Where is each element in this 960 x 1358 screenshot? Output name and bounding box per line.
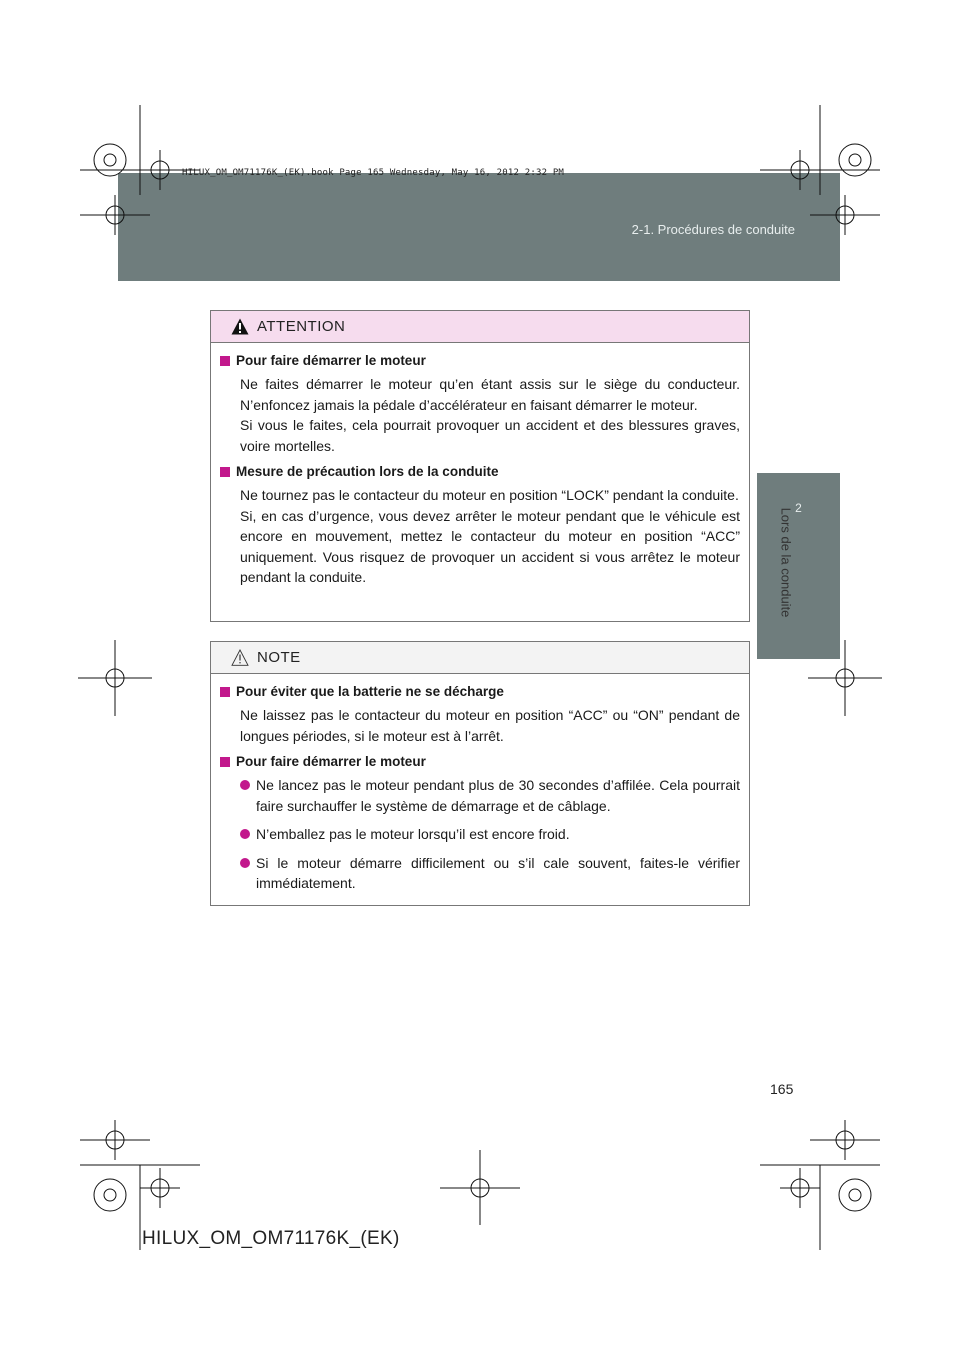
square-bullet-icon — [220, 757, 230, 767]
square-bullet-icon — [220, 687, 230, 697]
caution-outline-icon — [231, 649, 249, 666]
chapter-title: Lors de la conduite — [778, 507, 794, 618]
note-body — [211, 674, 749, 906]
book-stamp: HILUX_OM_OM71176K_(EK).book Page 165 Wednesday, May 16, 2012 2:32 PM — [182, 168, 565, 178]
attention-header — [211, 311, 749, 343]
item-title-text: Pour faire démarrer le moteur — [236, 353, 426, 368]
list-item — [240, 824, 740, 845]
item-title-text: Mesure de précaution lors de la conduite — [236, 464, 499, 479]
paragraph: Ne laissez pas le contacteur du moteur en position “ACC” ou “ON” pendant de longues périodes, si le moteur est à l’arrêt. — [240, 707, 740, 744]
attention-body — [211, 343, 749, 600]
section-title: 2-1. Procédures de conduite — [631, 222, 795, 237]
paragraph: Si, en cas d’urgence, vous devez arrêter le moteur pendant que le véhicule est encore en mouvement, mettez le contacteur du moteur en position “ACC” uniquement. Vous risquez de provoquer un accident si vous arrêtez le moteur pendant la conduite. — [240, 507, 740, 585]
note-box — [210, 641, 750, 906]
chapter-tab — [757, 473, 840, 659]
note-item-title — [220, 754, 740, 769]
round-bullet-icon — [240, 829, 250, 839]
paragraph: Si vous le faites, cela pourrait provoquer un accident et des blessures graves, voire mortelles. — [240, 417, 740, 454]
chapter-number: 2 — [795, 501, 802, 515]
page-number: 165 — [770, 1081, 794, 1097]
list-item-text: Si le moteur démarre difficilement ou s’il cale souvent, faites-le vérifier immédiatement. — [256, 854, 740, 891]
list-item-text: N’emballez pas le moteur lorsqu’il est encore froid. — [256, 826, 570, 842]
item-title-text: Pour faire démarrer le moteur — [236, 754, 426, 769]
round-bullet-icon — [240, 780, 250, 790]
item-title-text: Pour éviter que la batterie ne se décharge — [236, 684, 504, 699]
warning-icon — [231, 318, 249, 335]
paragraph: Ne tournez pas le contacteur du moteur en position “LOCK” pendant la conduite. — [240, 487, 739, 503]
note-header — [211, 642, 749, 674]
note-item-title — [220, 684, 740, 699]
round-bullet-icon — [240, 858, 250, 868]
paragraph: Ne faites démarrer le moteur qu’en étant assis sur le siège du conducteur. N’enfoncez jamais la pédale d’accélérateur en faisant démarrer le moteur. — [240, 376, 740, 413]
attention-item-title — [220, 353, 740, 368]
square-bullet-icon — [220, 356, 230, 366]
note-label: NOTE — [257, 649, 301, 666]
attention-item-title — [220, 464, 740, 479]
list-item — [240, 853, 740, 894]
square-bullet-icon — [220, 467, 230, 477]
list-item — [240, 775, 740, 816]
attention-label: ATTENTION — [257, 318, 346, 335]
attention-box — [210, 310, 750, 622]
list-item-text: Ne lancez pas le moteur pendant plus de 30 secondes d’affilée. Cela pourrait faire surchauffer le système de démarrage et de câblage. — [256, 777, 740, 814]
document-code: HILUX_OM_OM71176K_(EK) — [142, 1228, 400, 1249]
